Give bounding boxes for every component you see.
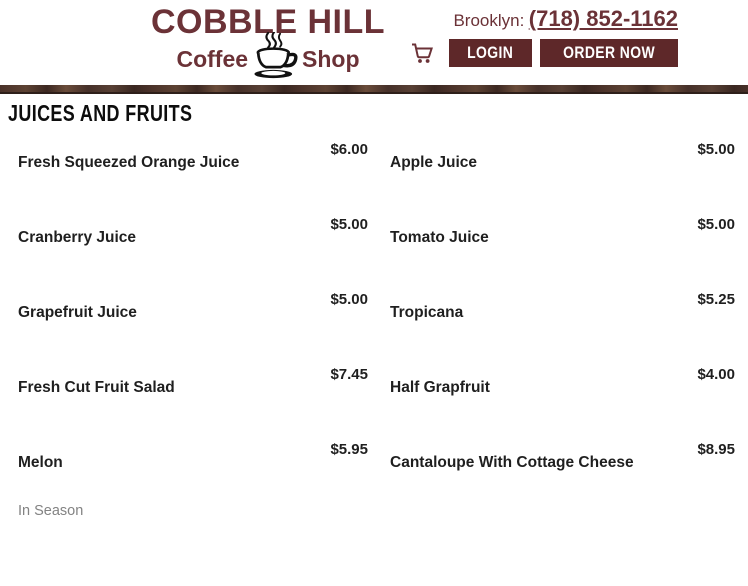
item-name: Fresh Squeezed Orange Juice xyxy=(18,154,240,171)
menu-item[interactable] xyxy=(18,438,368,519)
item-price: $5.00 xyxy=(697,141,735,158)
menu-item[interactable] xyxy=(18,213,368,288)
item-name: Cranberry Juice xyxy=(18,229,137,246)
order-now-button[interactable] xyxy=(540,39,678,67)
login-button[interactable] xyxy=(449,39,531,67)
menu-item[interactable] xyxy=(390,213,735,288)
location-label: Brooklyn: xyxy=(453,11,525,30)
site-logo[interactable] xyxy=(142,4,394,72)
shopping-cart-icon[interactable] xyxy=(411,42,435,64)
item-name: Tropicana xyxy=(390,304,464,321)
coffee-cup-icon xyxy=(246,32,304,80)
item-name: Melon xyxy=(18,454,63,471)
order-now-button-label: ORDER NOW xyxy=(562,43,655,62)
logo-subtitle-left: Coffee xyxy=(176,46,249,72)
menu-grid xyxy=(18,138,740,519)
item-name: Half Grapfruit xyxy=(390,379,490,396)
menu-item[interactable] xyxy=(390,363,735,438)
menu-item[interactable] xyxy=(390,138,735,213)
menu-item[interactable] xyxy=(18,363,368,438)
wood-texture-divider xyxy=(0,85,748,94)
item-description: In Season xyxy=(18,503,84,519)
phone-line xyxy=(411,6,678,32)
item-price: $5.25 xyxy=(697,291,735,308)
phone-link[interactable]: (718) 852-1162 xyxy=(528,6,678,31)
item-price: $6.00 xyxy=(330,141,368,158)
item-price: $5.00 xyxy=(330,216,368,233)
header-right xyxy=(411,6,678,67)
menu-column-right xyxy=(390,138,735,513)
item-price: $5.00 xyxy=(697,216,735,233)
menu-item[interactable] xyxy=(18,288,368,363)
logo-title: COBBLE HILL xyxy=(150,3,386,41)
item-price: $8.95 xyxy=(697,441,735,458)
item-price: $5.95 xyxy=(330,441,368,458)
site-header xyxy=(0,0,748,85)
item-name: Fresh Cut Fruit Salad xyxy=(18,379,175,396)
item-price: $5.00 xyxy=(330,291,368,308)
header-actions xyxy=(411,39,678,67)
item-name: Apple Juice xyxy=(390,154,477,171)
login-button-label: LOGIN xyxy=(467,43,514,62)
item-name: Grapefruit Juice xyxy=(18,304,137,321)
menu-section xyxy=(8,100,740,519)
menu-item[interactable] xyxy=(390,438,735,513)
menu-section-title: JUICES AND FRUITS xyxy=(8,100,193,126)
menu-column-left xyxy=(18,138,368,519)
item-price: $7.45 xyxy=(330,366,368,383)
item-name: Tomato Juice xyxy=(390,229,489,246)
logo-subtitle-right: Shop xyxy=(302,46,360,72)
menu-item[interactable] xyxy=(18,138,368,213)
logo-subtitle xyxy=(142,46,394,72)
item-name: Cantaloupe With Cottage Cheese xyxy=(390,454,634,471)
item-price: $4.00 xyxy=(697,366,735,383)
menu-item[interactable] xyxy=(390,288,735,363)
